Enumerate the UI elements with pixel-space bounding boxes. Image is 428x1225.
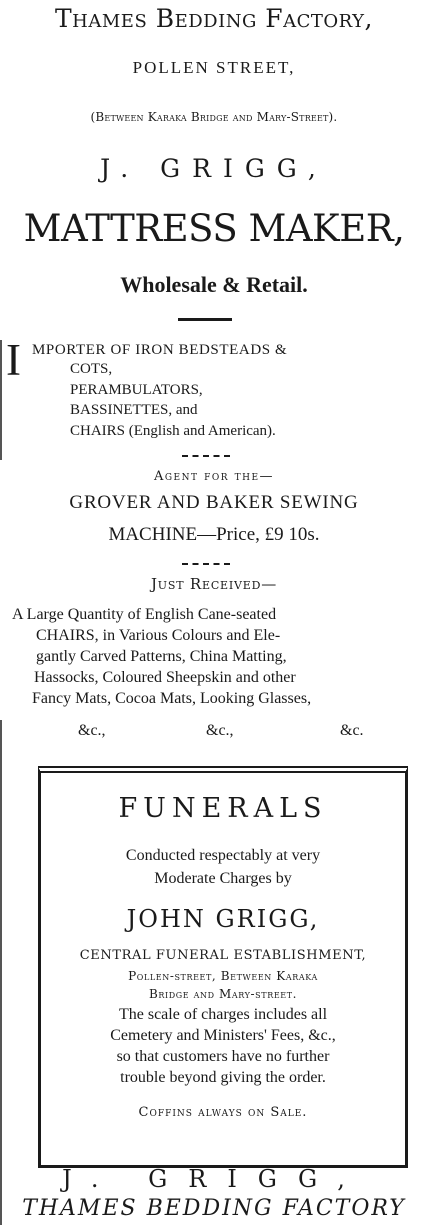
establishment-line: CENTRAL FUNERAL ESTABLISHMENT, [79, 948, 367, 963]
between-line: (Between Karaka Bridge and Mary-Street). [90, 110, 338, 124]
funeral-director-name: JOHN GRIGG, [126, 905, 320, 933]
paragraph-line: CHAIRS, in Various Colours and Ele- [36, 627, 281, 644]
scale-line: The scale of charges includes all [118, 1006, 328, 1023]
footer-name: J. GRIGG, [62, 1165, 366, 1193]
importer-line: CHAIRS (English and American). [70, 423, 276, 439]
left-edge-mark [0, 720, 2, 1225]
received-label: Just Received— [150, 575, 278, 593]
funerals-title: FUNERALS [118, 793, 328, 824]
proprietor-name: J. GRIGG, [100, 154, 328, 183]
paragraph-line: Hassocks, Coloured Sheepskin and other [34, 669, 296, 686]
agent-line: GROVER AND BAKER SEWING [69, 492, 359, 513]
left-edge-mark [0, 340, 2, 460]
factory-title: Thames Bedding Factory, [55, 4, 373, 33]
scale-line: Cemetery and Ministers' Fees, &c., [110, 1027, 336, 1044]
paragraph-line: Fancy Mats, Cocoa Mats, Looking Glasses, [32, 690, 312, 707]
paragraph-line: A Large Quantity of English Cane-seated [12, 606, 277, 623]
divider-rule [178, 318, 232, 321]
funerals-line: Moderate Charges by [154, 870, 292, 887]
agent-label: Agent for the— [153, 469, 275, 484]
sales-line: Wholesale & Retail. [120, 272, 308, 297]
etc-mark: &c. [340, 722, 364, 739]
address-line: Bridge and Mary-street. [148, 987, 298, 1001]
importer-line: MPORTER OF IRON BEDSTEADS & [32, 342, 288, 358]
drop-cap: I [6, 335, 21, 385]
divider-dashed [182, 455, 230, 457]
agent-price-line: MACHINE—Price, £9 10s. [108, 524, 320, 545]
divider-dashed [182, 563, 230, 565]
trade-title: MATTRESS MAKER, [23, 207, 405, 250]
etc-mark: &c., [206, 722, 234, 739]
funerals-box [38, 766, 408, 1168]
scale-line: trouble beyond giving the order. [120, 1069, 326, 1086]
footer-factory: THAMES BEDDING FACTORY [22, 1196, 406, 1221]
paragraph-line: gantly Carved Patterns, China Matting, [36, 648, 287, 665]
etc-mark: &c., [78, 722, 106, 739]
importer-line: PERAMBULATORS, [70, 382, 203, 398]
coffins-line: Coffins always on Sale. [138, 1105, 308, 1120]
importer-line: COTS, [70, 361, 113, 377]
importer-line: BASSINETTES, and [70, 402, 198, 418]
street-line: POLLEN STREET, [132, 58, 296, 77]
funerals-line: Conducted respectably at very [125, 847, 321, 864]
scale-line: so that customers have no further [116, 1048, 330, 1065]
address-line: Pollen-street, Between Karaka [128, 969, 318, 983]
